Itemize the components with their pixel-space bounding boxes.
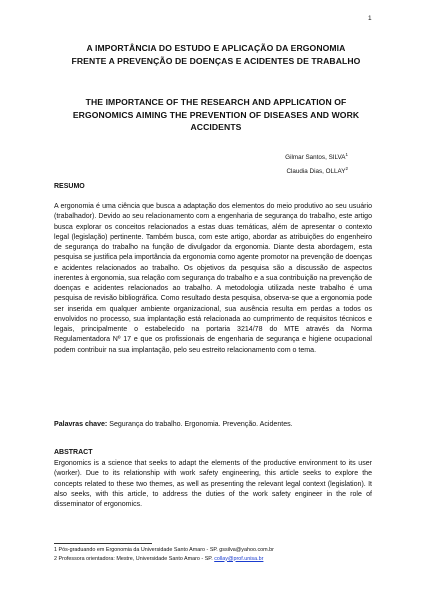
title-portuguese: A IMPORTÂNCIA DO ESTUDO E APLICAÇÃO DA ERGONOMIA FRENTE A PREVENÇÃO DE DOENÇAS E ACIDENTES DE TRABALHO [71, 43, 361, 66]
footnote-2 [54, 555, 372, 564]
footnote-2-text: 2 Professora orientadora: Mestre, Universidade Santo Amaro - SP. [54, 555, 215, 562]
keywords-line [54, 421, 372, 428]
abstract-heading: ABSTRACT [54, 449, 93, 456]
author-1 [285, 150, 348, 164]
page-number: 1 [368, 15, 372, 22]
author-list [285, 150, 348, 177]
resumo-body: A ergonomia é uma ciência que busca a adaptação dos elementos do meio produtivo ao seu usuário (trabalhador). Devido ao seu relacionamento com a engenharia de segurança do trabalho, este artigo busca explorar os conceitos relacionados a estas duas temáticas, além de apresentar o contexto legal (legislação) pertinente. Também busca, com este artigo, abordar as atribuições do engenheiro de segurança do trabalho na função de divulgador da ergonomia. Diante desta abordagem, esta pesquisa se justifica pela importância da ergonomia como agente promotor na prevenção de doenças e acidentes relacionados ao trabalho. Os objetivos da pesquisa são a discussão de aspectos inerentes à ergonomia, sua relação com segurança do trabalho e a sua contribuição na prevenção de doenças e acidentes relacionados ao trabalho. A metodologia utilizada neste trabalho é uma pesquisa de revisão bibliográfica. Como resultado desta pesquisa, observa-se que a ergonomia pode ser inserida em qualquer ambiente organizacional, sua ausência resulta em perdas a todos os envolvidos no processo, sua implantação está relacionada ao cumprimento de requisitos técnicos e legais, principalmente o estabelecido na portaria 3214/78 do MTE através da Norma Regulamentadora Nº 17 e que os profissionais de engenharia de segurança e higiene ocupacional podem contribuir na sua implantação, pelo seu estreito relacionamento com o tema. [54, 203, 372, 354]
resumo-heading: RESUMO [54, 183, 85, 190]
footnote-separator [54, 543, 152, 544]
email-link[interactable]: collay@prof.unisa.br [214, 555, 264, 562]
footnote-1: 1 Pós-graduando em Ergonomia da Universidade Santo Amaro - SP. gssilva@yahoo.com.br [54, 547, 274, 553]
author-2-footnote-mark: 2 [345, 165, 348, 171]
author-1-name: Gilmar Santos, SILVA [285, 154, 346, 161]
author-1-footnote-mark: 1 [345, 152, 348, 157]
abstract-body: Ergonomics is a science that seeks to adapt the elements of the productive environment to its user (worker). Due to its relationship with work safety engineering, this article seeks to explore the concepts related to these two themes, as well as presenting the relevant legal context (legislation). It also seeks, with this article, to address the duties of the work safety engineer in the role of disseminator of ergonomics. [54, 460, 372, 509]
author-2-name: Claudia Dias, OLLAY [286, 167, 346, 175]
author-2 [285, 164, 348, 178]
footnotes [54, 546, 372, 563]
keywords-label: Palavras chave: [54, 421, 108, 428]
keywords-text: Segurança do trabalho. Ergonomia. Prevenção. Acidentes. [107, 421, 293, 428]
title-english: THE IMPORTANCE OF THE RESEARCH AND APPLICATION OF ERGONOMICS AIMING THE PREVENTION OF DISEASES AND WORK ACCIDENTS [72, 97, 360, 132]
